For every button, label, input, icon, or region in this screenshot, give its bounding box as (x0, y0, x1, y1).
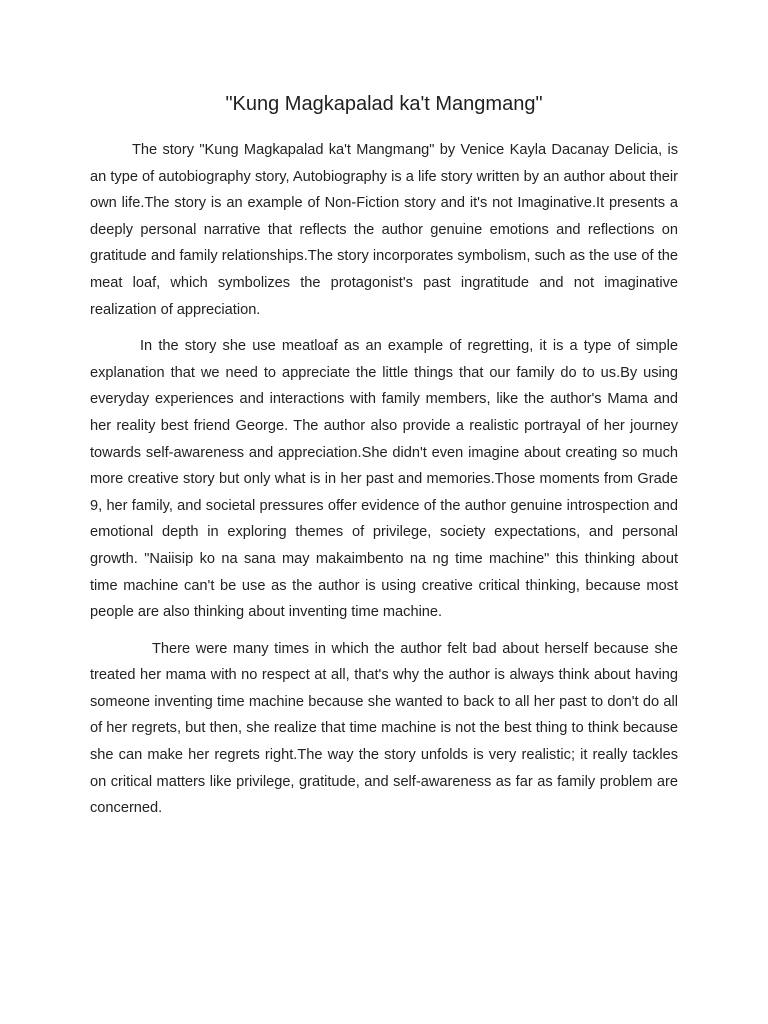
paragraph-3: There were many times in which the author felt bad about herself because she treated her mama with no respect at all, that's why the author is always think about having someone inventing time machine because she wanted to back to all her past to don't do all of her regrets, but then, she realize that time machine is not the best thing to think because she can make her regrets right.The way the story unfolds is very realistic; it really tackles on critical matters like privilege, gratitude, and self-awareness as far as family problem are concerned. (90, 640, 678, 817)
paragraph-2: In the story she use meatloaf as an example of regretting, it is a type of simple explanation that we need to appreciate the little things that our family do to us.By using everyday experiences and interactions with family members, like the author's Mama and her reality best friend George. The author also provide a realistic portrayal of her journey towards self-awareness and appreciation.She didn't even imagine about creating so much more creative story but only what is in her past and memories.Those moments from Grade 9, her family, and societal pressures offer evidence of the author genuine introspection and emotional depth in exploring themes of privilege, society expectations, and personal growth. "Naiisip ko na sana may makaimbento na ng time machine" this thinking about time machine can't be use as the author is using creative critical thinking, because most people are also thinking about inventing time machine. (90, 338, 678, 621)
document-title: "Kung Magkapalad ka't Mangmang" (225, 93, 543, 115)
paragraph-1: The story "Kung Magkapalad ka't Mangmang" by Venice Kayla Dacanay Delicia, is an type of autobiography story, Autobiography is a life story written by an author about their own life.The story is an example of Non-Fiction story and it's not Imaginative.It presents a deeply personal narrative that reflects the author genuine emotions and reflections on gratitude and family relationships.The story incorporates symbolism, such as the use of the meat loaf, which symbolizes the protagonist's past ingratitude and not imaginative realization of appreciation. (90, 142, 678, 318)
